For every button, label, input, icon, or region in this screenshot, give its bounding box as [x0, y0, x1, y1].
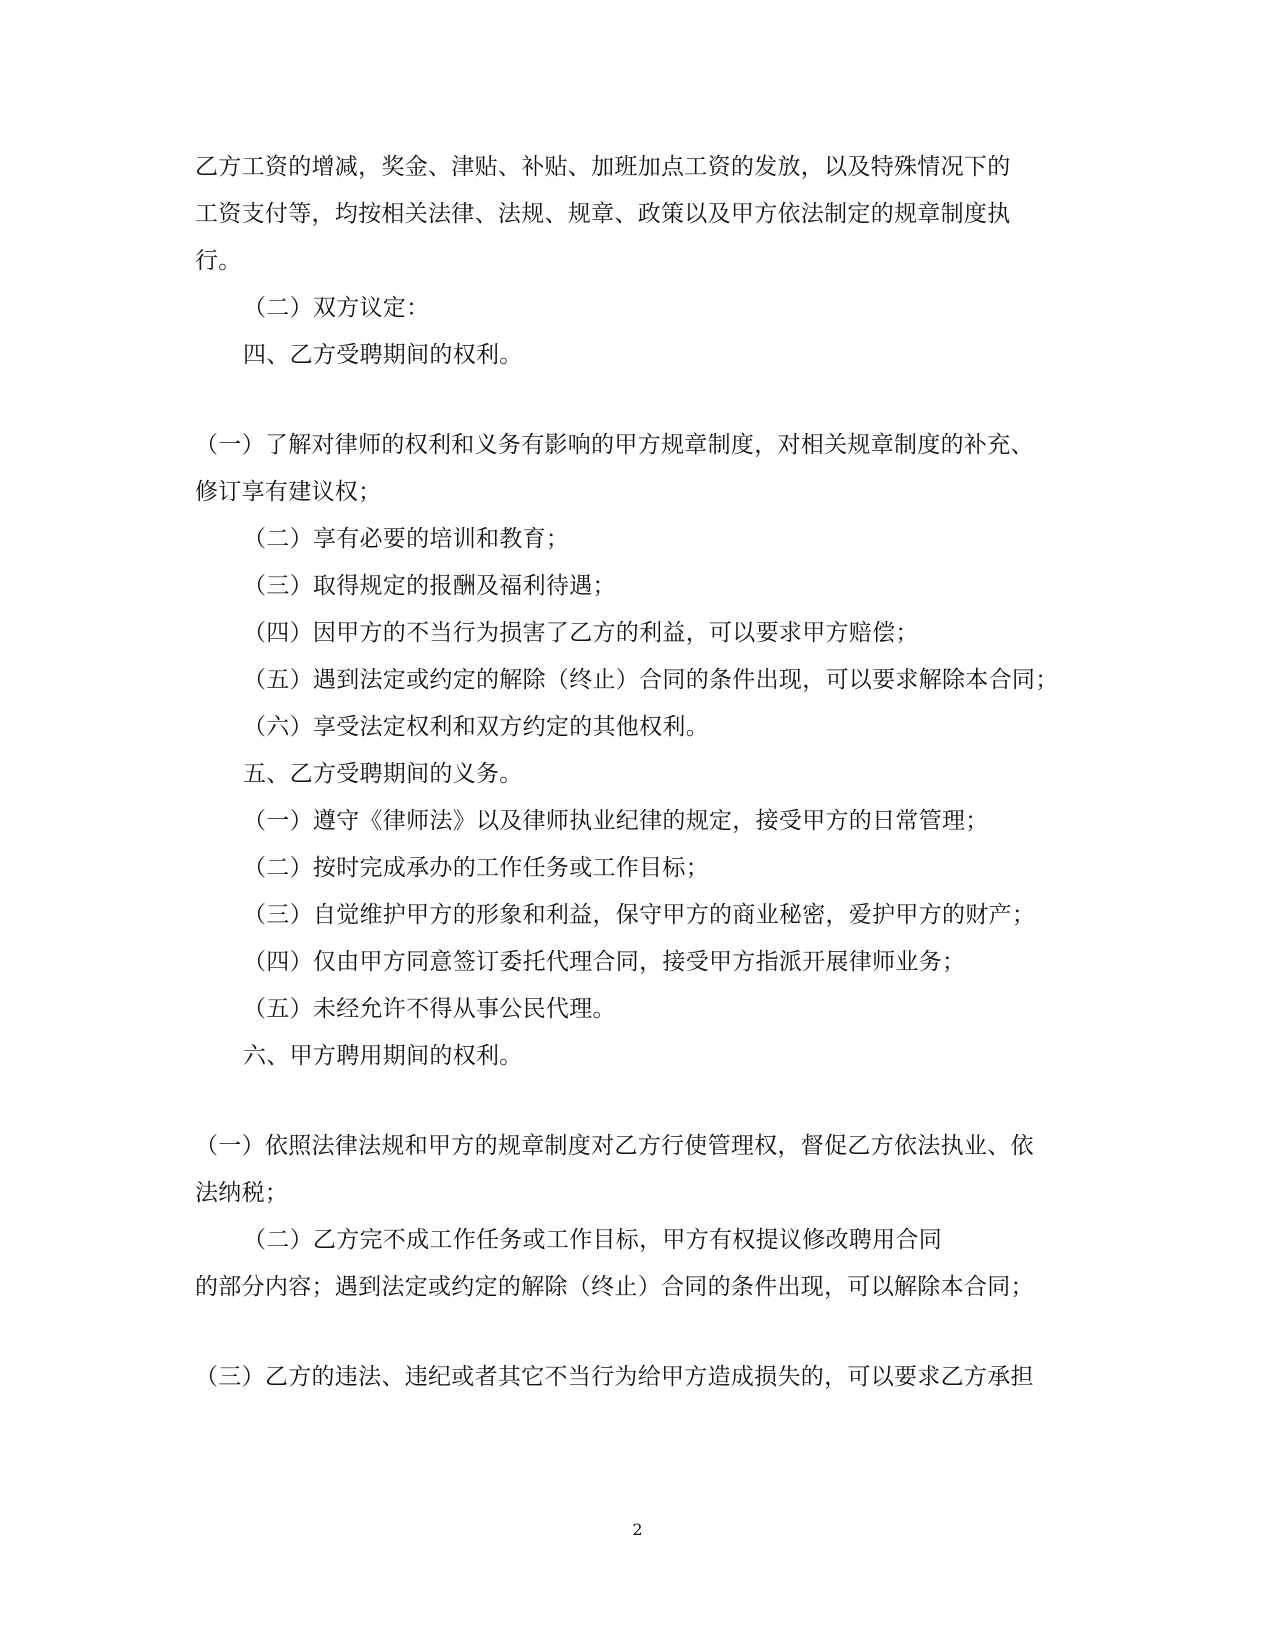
text-line: （二）按时完成承办的工作任务或工作目标；: [243, 855, 709, 881]
text-line: （一）依照法律法规和甲方的规章制度对乙方行使管理权，督促乙方依法执业、依: [195, 1133, 1034, 1159]
text-line: （五）遇到法定或约定的解除（终止）合同的条件出现，可以要求解除本合同；: [243, 667, 1059, 693]
text-line: 的部分内容；遇到法定或约定的解除（终止）合同的条件出现，可以解除本合同；: [195, 1274, 1034, 1300]
text-line: 乙方工资的增减，奖金、津贴、补贴、加班加点工资的发放，以及特殊情况下的: [195, 154, 1011, 180]
text-line: （六）享受法定权利和双方约定的其他权利。: [243, 714, 709, 740]
section-heading: 四、乙方受聘期间的权利。: [243, 342, 523, 368]
section-heading: 六、甲方聘用期间的权利。: [243, 1043, 523, 1069]
section-heading: 五、乙方受聘期间的义务。: [243, 761, 523, 787]
text-line: （四）因甲方的不当行为损害了乙方的利益，可以要求甲方赔偿；: [243, 620, 919, 646]
text-line: 修订享有建议权；: [195, 479, 382, 505]
page-number: 2: [632, 1520, 643, 1539]
text-line: （五）未经允许不得从事公民代理。: [243, 996, 616, 1022]
text-line: 法纳税；: [195, 1180, 289, 1206]
text-line: （三）取得规定的报酬及福利待遇；: [243, 573, 616, 599]
text-line: 行。: [195, 248, 242, 274]
text-line: （一）了解对律师的权利和义务有影响的甲方规章制度，对相关规章制度的补充、: [195, 432, 1034, 458]
text-line: （二）乙方完不成工作任务或工作目标，甲方有权提议修改聘用合同: [243, 1227, 942, 1253]
text-line: （四）仅由甲方同意签订委托代理合同，接受甲方指派开展律师业务；: [243, 949, 966, 975]
text-line: （三）自觉维护甲方的形象和利益，保守甲方的商业秘密，爱护甲方的财产；: [243, 902, 1036, 928]
text-line: （一）遵守《律师法》以及律师执业纪律的规定，接受甲方的日常管理；: [243, 808, 989, 834]
text-line: （二）享有必要的培训和教育；: [243, 526, 570, 552]
text-line: （二）双方议定：: [243, 295, 430, 321]
text-line: （三）乙方的违法、违纪或者其它不当行为给甲方造成损失的，可以要求乙方承担: [195, 1364, 1034, 1390]
text-line: 工资支付等，均按相关法律、法规、规章、政策以及甲方依法制定的规章制度执: [195, 201, 1011, 227]
